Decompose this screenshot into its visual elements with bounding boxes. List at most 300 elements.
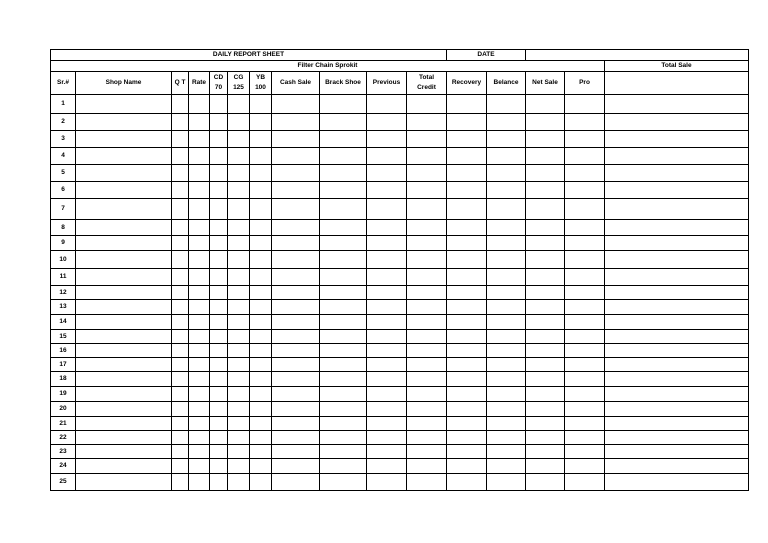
table-cell[interactable]: [228, 459, 250, 474]
table-cell[interactable]: [189, 269, 210, 286]
table-cell[interactable]: [407, 269, 447, 286]
table-cell[interactable]: [565, 220, 605, 236]
table-cell[interactable]: [565, 131, 605, 148]
table-cell[interactable]: [320, 387, 367, 402]
table-cell[interactable]: [447, 459, 487, 474]
table-cell[interactable]: [526, 387, 565, 402]
table-cell[interactable]: [367, 330, 407, 344]
table-cell[interactable]: [407, 95, 447, 114]
table-cell[interactable]: [565, 114, 605, 131]
table-cell[interactable]: [526, 220, 565, 236]
table-cell[interactable]: [272, 269, 320, 286]
table-cell[interactable]: [487, 236, 526, 251]
table-cell[interactable]: [76, 459, 172, 474]
table-cell[interactable]: [320, 474, 367, 491]
table-cell[interactable]: [250, 315, 272, 330]
table-cell[interactable]: [367, 269, 407, 286]
table-cell[interactable]: [76, 236, 172, 251]
table-cell[interactable]: [210, 220, 228, 236]
table-cell[interactable]: [605, 236, 749, 251]
table-cell[interactable]: [228, 315, 250, 330]
table-cell[interactable]: [407, 402, 447, 417]
table-cell[interactable]: [487, 131, 526, 148]
table-cell[interactable]: [250, 344, 272, 358]
table-cell[interactable]: [189, 445, 210, 459]
table-cell[interactable]: [189, 220, 210, 236]
table-cell[interactable]: [320, 148, 367, 165]
table-cell[interactable]: [367, 315, 407, 330]
table-cell[interactable]: [605, 417, 749, 431]
table-cell[interactable]: [228, 387, 250, 402]
table-cell[interactable]: [228, 148, 250, 165]
table-cell[interactable]: [407, 286, 447, 300]
table-cell[interactable]: [526, 358, 565, 372]
table-cell[interactable]: [228, 236, 250, 251]
table-cell[interactable]: [407, 251, 447, 269]
table-cell[interactable]: [447, 95, 487, 114]
table-cell[interactable]: [250, 251, 272, 269]
table-cell[interactable]: [272, 148, 320, 165]
table-cell[interactable]: [605, 372, 749, 387]
table-cell[interactable]: [272, 199, 320, 220]
table-cell[interactable]: [320, 417, 367, 431]
table-cell[interactable]: [605, 286, 749, 300]
table-cell[interactable]: [250, 358, 272, 372]
table-cell[interactable]: [320, 445, 367, 459]
table-cell[interactable]: [172, 402, 189, 417]
table-cell[interactable]: [447, 330, 487, 344]
table-cell[interactable]: [526, 445, 565, 459]
table-cell[interactable]: [407, 131, 447, 148]
table-cell[interactable]: [447, 148, 487, 165]
table-cell[interactable]: [605, 165, 749, 182]
table-cell[interactable]: [367, 286, 407, 300]
table-cell[interactable]: [605, 387, 749, 402]
table-cell[interactable]: [172, 182, 189, 199]
table-cell[interactable]: [76, 131, 172, 148]
table-cell[interactable]: [210, 182, 228, 199]
table-cell[interactable]: [407, 474, 447, 491]
table-cell[interactable]: [565, 315, 605, 330]
table-cell[interactable]: [320, 330, 367, 344]
date-field[interactable]: [526, 50, 749, 61]
table-cell[interactable]: [189, 387, 210, 402]
table-cell[interactable]: [526, 431, 565, 445]
table-cell[interactable]: [565, 286, 605, 300]
table-cell[interactable]: [76, 358, 172, 372]
table-cell[interactable]: [526, 269, 565, 286]
table-cell[interactable]: [272, 417, 320, 431]
table-cell[interactable]: [565, 372, 605, 387]
table-cell[interactable]: [250, 236, 272, 251]
table-cell[interactable]: [526, 474, 565, 491]
table-cell[interactable]: [189, 236, 210, 251]
table-cell[interactable]: [447, 417, 487, 431]
table-cell[interactable]: [367, 300, 407, 315]
table-cell[interactable]: [407, 459, 447, 474]
table-cell[interactable]: [487, 330, 526, 344]
table-cell[interactable]: [228, 199, 250, 220]
table-cell[interactable]: [320, 358, 367, 372]
table-cell[interactable]: [76, 431, 172, 445]
table-cell[interactable]: [407, 182, 447, 199]
table-cell[interactable]: [272, 459, 320, 474]
table-cell[interactable]: [250, 445, 272, 459]
table-cell[interactable]: [526, 459, 565, 474]
table-cell[interactable]: [487, 114, 526, 131]
table-cell[interactable]: [250, 220, 272, 236]
table-cell[interactable]: [250, 165, 272, 182]
table-cell[interactable]: [250, 417, 272, 431]
table-cell[interactable]: [487, 344, 526, 358]
table-cell[interactable]: [172, 358, 189, 372]
table-cell[interactable]: [565, 251, 605, 269]
table-cell[interactable]: [228, 95, 250, 114]
table-cell[interactable]: [76, 372, 172, 387]
table-cell[interactable]: [172, 387, 189, 402]
table-cell[interactable]: [605, 358, 749, 372]
table-cell[interactable]: [526, 286, 565, 300]
table-cell[interactable]: [76, 95, 172, 114]
table-cell[interactable]: [320, 182, 367, 199]
table-cell[interactable]: [320, 236, 367, 251]
table-cell[interactable]: [172, 417, 189, 431]
table-cell[interactable]: [272, 387, 320, 402]
table-cell[interactable]: [367, 251, 407, 269]
table-cell[interactable]: [447, 236, 487, 251]
table-cell[interactable]: [250, 372, 272, 387]
table-cell[interactable]: [228, 165, 250, 182]
table-cell[interactable]: [367, 131, 407, 148]
table-cell[interactable]: [189, 148, 210, 165]
table-cell[interactable]: [210, 402, 228, 417]
table-cell[interactable]: [76, 165, 172, 182]
table-cell[interactable]: [250, 330, 272, 344]
table-cell[interactable]: [76, 269, 172, 286]
table-cell[interactable]: [407, 372, 447, 387]
table-cell[interactable]: [228, 445, 250, 459]
table-cell[interactable]: [367, 95, 407, 114]
table-cell[interactable]: [447, 114, 487, 131]
table-cell[interactable]: [565, 330, 605, 344]
table-cell[interactable]: [526, 417, 565, 431]
table-cell[interactable]: [320, 199, 367, 220]
table-cell[interactable]: [487, 459, 526, 474]
table-cell[interactable]: [189, 417, 210, 431]
table-cell[interactable]: [228, 474, 250, 491]
table-cell[interactable]: [605, 148, 749, 165]
table-cell[interactable]: [487, 148, 526, 165]
table-cell[interactable]: [526, 165, 565, 182]
table-cell[interactable]: [250, 131, 272, 148]
table-cell[interactable]: [565, 95, 605, 114]
table-cell[interactable]: [367, 459, 407, 474]
table-cell[interactable]: [210, 474, 228, 491]
table-cell[interactable]: [447, 358, 487, 372]
table-cell[interactable]: [367, 474, 407, 491]
table-cell[interactable]: [210, 165, 228, 182]
table-cell[interactable]: [172, 199, 189, 220]
table-cell[interactable]: [605, 474, 749, 491]
table-cell[interactable]: [172, 445, 189, 459]
table-cell[interactable]: [487, 315, 526, 330]
table-cell[interactable]: [487, 269, 526, 286]
table-cell[interactable]: [320, 300, 367, 315]
table-cell[interactable]: [605, 269, 749, 286]
table-cell[interactable]: [210, 344, 228, 358]
table-cell[interactable]: [189, 165, 210, 182]
table-cell[interactable]: [565, 148, 605, 165]
table-cell[interactable]: [250, 269, 272, 286]
table-cell[interactable]: [407, 445, 447, 459]
table-cell[interactable]: [210, 445, 228, 459]
table-cell[interactable]: [605, 459, 749, 474]
table-cell[interactable]: [407, 236, 447, 251]
table-cell[interactable]: [565, 165, 605, 182]
table-cell[interactable]: [76, 114, 172, 131]
table-cell[interactable]: [228, 330, 250, 344]
table-cell[interactable]: [407, 387, 447, 402]
table-cell[interactable]: [189, 344, 210, 358]
table-cell[interactable]: [228, 269, 250, 286]
table-cell[interactable]: [189, 251, 210, 269]
table-cell[interactable]: [605, 182, 749, 199]
table-cell[interactable]: [526, 236, 565, 251]
table-cell[interactable]: [228, 372, 250, 387]
table-cell[interactable]: [272, 286, 320, 300]
table-cell[interactable]: [320, 372, 367, 387]
table-cell[interactable]: [250, 431, 272, 445]
table-cell[interactable]: [407, 315, 447, 330]
table-cell[interactable]: [228, 431, 250, 445]
table-cell[interactable]: [272, 445, 320, 459]
table-cell[interactable]: [189, 95, 210, 114]
table-cell[interactable]: [526, 344, 565, 358]
table-cell[interactable]: [250, 95, 272, 114]
table-cell[interactable]: [76, 300, 172, 315]
table-cell[interactable]: [172, 474, 189, 491]
table-cell[interactable]: [367, 148, 407, 165]
table-cell[interactable]: [526, 372, 565, 387]
table-cell[interactable]: [210, 300, 228, 315]
table-cell[interactable]: [367, 402, 407, 417]
table-cell[interactable]: [367, 445, 407, 459]
table-cell[interactable]: [605, 95, 749, 114]
table-cell[interactable]: [210, 131, 228, 148]
table-cell[interactable]: [447, 387, 487, 402]
table-cell[interactable]: [487, 182, 526, 199]
table-cell[interactable]: [565, 344, 605, 358]
table-cell[interactable]: [210, 330, 228, 344]
table-cell[interactable]: [272, 330, 320, 344]
table-cell[interactable]: [447, 402, 487, 417]
table-cell[interactable]: [250, 199, 272, 220]
table-cell[interactable]: [605, 445, 749, 459]
table-cell[interactable]: [526, 300, 565, 315]
table-cell[interactable]: [210, 269, 228, 286]
table-cell[interactable]: [487, 474, 526, 491]
table-cell[interactable]: [76, 315, 172, 330]
table-cell[interactable]: [447, 344, 487, 358]
table-cell[interactable]: [228, 300, 250, 315]
table-cell[interactable]: [407, 330, 447, 344]
table-cell[interactable]: [228, 417, 250, 431]
table-cell[interactable]: [76, 148, 172, 165]
table-cell[interactable]: [447, 251, 487, 269]
table-cell[interactable]: [487, 220, 526, 236]
table-cell[interactable]: [320, 344, 367, 358]
table-cell[interactable]: [487, 251, 526, 269]
table-cell[interactable]: [210, 431, 228, 445]
table-cell[interactable]: [605, 315, 749, 330]
table-cell[interactable]: [565, 417, 605, 431]
table-cell[interactable]: [189, 315, 210, 330]
table-cell[interactable]: [565, 182, 605, 199]
table-cell[interactable]: [228, 251, 250, 269]
table-cell[interactable]: [189, 131, 210, 148]
table-cell[interactable]: [605, 114, 749, 131]
table-cell[interactable]: [172, 220, 189, 236]
table-cell[interactable]: [526, 199, 565, 220]
table-cell[interactable]: [272, 431, 320, 445]
table-cell[interactable]: [487, 402, 526, 417]
table-cell[interactable]: [172, 165, 189, 182]
table-cell[interactable]: [526, 330, 565, 344]
table-cell[interactable]: [172, 344, 189, 358]
table-cell[interactable]: [367, 431, 407, 445]
table-cell[interactable]: [487, 358, 526, 372]
table-cell[interactable]: [210, 236, 228, 251]
table-cell[interactable]: [76, 251, 172, 269]
table-cell[interactable]: [367, 220, 407, 236]
table-cell[interactable]: [210, 251, 228, 269]
table-cell[interactable]: [407, 148, 447, 165]
table-cell[interactable]: [76, 286, 172, 300]
table-cell[interactable]: [189, 114, 210, 131]
table-cell[interactable]: [76, 199, 172, 220]
table-cell[interactable]: [272, 315, 320, 330]
table-cell[interactable]: [367, 236, 407, 251]
table-cell[interactable]: [487, 431, 526, 445]
table-cell[interactable]: [407, 417, 447, 431]
table-cell[interactable]: [565, 300, 605, 315]
table-cell[interactable]: [320, 286, 367, 300]
table-cell[interactable]: [447, 431, 487, 445]
table-cell[interactable]: [605, 251, 749, 269]
table-cell[interactable]: [172, 459, 189, 474]
table-cell[interactable]: [250, 387, 272, 402]
table-cell[interactable]: [172, 148, 189, 165]
table-cell[interactable]: [320, 220, 367, 236]
table-cell[interactable]: [407, 300, 447, 315]
table-cell[interactable]: [447, 315, 487, 330]
table-cell[interactable]: [526, 114, 565, 131]
table-cell[interactable]: [76, 417, 172, 431]
table-cell[interactable]: [487, 199, 526, 220]
table-cell[interactable]: [447, 474, 487, 491]
table-cell[interactable]: [605, 220, 749, 236]
table-cell[interactable]: [407, 199, 447, 220]
table-cell[interactable]: [272, 251, 320, 269]
table-cell[interactable]: [407, 114, 447, 131]
table-cell[interactable]: [320, 165, 367, 182]
table-cell[interactable]: [228, 114, 250, 131]
table-cell[interactable]: [172, 269, 189, 286]
table-cell[interactable]: [407, 344, 447, 358]
table-cell[interactable]: [189, 286, 210, 300]
table-cell[interactable]: [210, 148, 228, 165]
table-cell[interactable]: [250, 148, 272, 165]
table-cell[interactable]: [526, 95, 565, 114]
table-cell[interactable]: [250, 182, 272, 199]
table-cell[interactable]: [250, 300, 272, 315]
table-cell[interactable]: [565, 445, 605, 459]
table-cell[interactable]: [447, 269, 487, 286]
table-cell[interactable]: [250, 286, 272, 300]
table-cell[interactable]: [565, 431, 605, 445]
table-cell[interactable]: [407, 220, 447, 236]
table-cell[interactable]: [487, 417, 526, 431]
table-cell[interactable]: [210, 387, 228, 402]
table-cell[interactable]: [447, 372, 487, 387]
table-cell[interactable]: [272, 165, 320, 182]
table-cell[interactable]: [210, 315, 228, 330]
table-cell[interactable]: [487, 300, 526, 315]
table-cell[interactable]: [76, 402, 172, 417]
table-cell[interactable]: [189, 431, 210, 445]
table-cell[interactable]: [210, 95, 228, 114]
table-cell[interactable]: [320, 459, 367, 474]
table-cell[interactable]: [447, 165, 487, 182]
table-cell[interactable]: [407, 431, 447, 445]
table-cell[interactable]: [526, 251, 565, 269]
table-cell[interactable]: [605, 431, 749, 445]
table-cell[interactable]: [189, 199, 210, 220]
table-cell[interactable]: [250, 459, 272, 474]
table-cell[interactable]: [447, 445, 487, 459]
table-cell[interactable]: [320, 269, 367, 286]
table-cell[interactable]: [250, 474, 272, 491]
table-cell[interactable]: [320, 95, 367, 114]
table-cell[interactable]: [447, 199, 487, 220]
table-cell[interactable]: [189, 474, 210, 491]
table-cell[interactable]: [487, 95, 526, 114]
table-cell[interactable]: [605, 344, 749, 358]
table-cell[interactable]: [76, 220, 172, 236]
table-cell[interactable]: [210, 372, 228, 387]
table-cell[interactable]: [272, 372, 320, 387]
table-cell[interactable]: [605, 330, 749, 344]
table-cell[interactable]: [76, 387, 172, 402]
table-cell[interactable]: [210, 358, 228, 372]
table-cell[interactable]: [228, 402, 250, 417]
table-cell[interactable]: [189, 402, 210, 417]
table-cell[interactable]: [189, 182, 210, 199]
table-cell[interactable]: [320, 431, 367, 445]
table-cell[interactable]: [565, 402, 605, 417]
table-cell[interactable]: [487, 286, 526, 300]
table-cell[interactable]: [228, 182, 250, 199]
table-cell[interactable]: [487, 445, 526, 459]
table-cell[interactable]: [210, 199, 228, 220]
table-cell[interactable]: [320, 251, 367, 269]
table-cell[interactable]: [407, 358, 447, 372]
table-cell[interactable]: [605, 131, 749, 148]
table-cell[interactable]: [172, 330, 189, 344]
table-cell[interactable]: [447, 131, 487, 148]
table-cell[interactable]: [272, 402, 320, 417]
table-cell[interactable]: [447, 220, 487, 236]
